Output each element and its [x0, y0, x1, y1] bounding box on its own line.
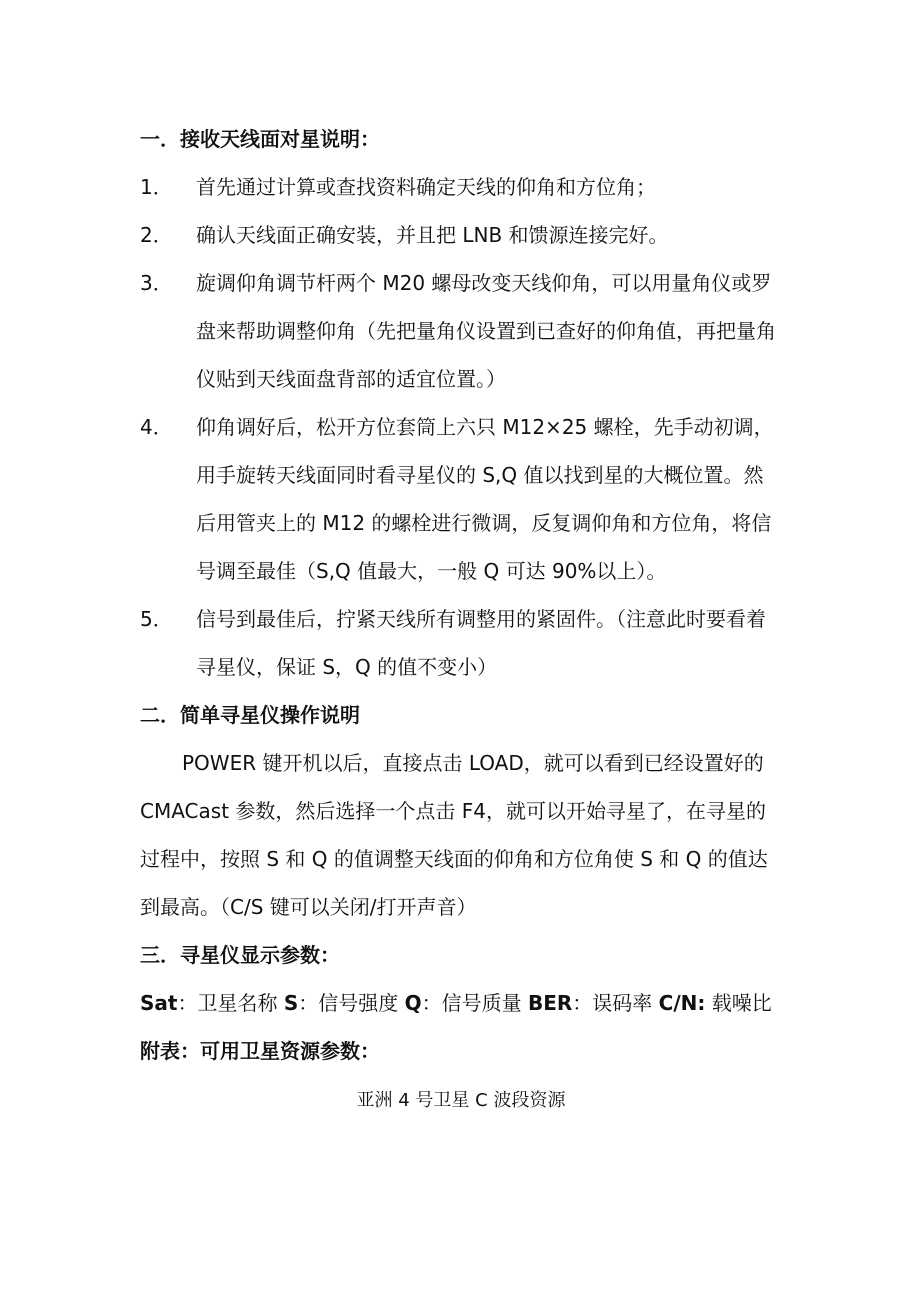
list-item-number: 5．	[140, 607, 173, 631]
table-caption: 亚洲 4 号卫星 C 波段资源	[356, 1090, 566, 1111]
list-item	[140, 211, 782, 259]
appendix-heading: 附表：可用卫星资源参数：	[140, 1039, 380, 1063]
section-3-heading: 三．寻星仪显示参数：	[140, 943, 340, 967]
param-desc: 载噪比	[705, 991, 772, 1015]
list-item-number: 4．	[140, 415, 173, 439]
param-key: S	[283, 991, 299, 1015]
section-2-paragraph: POWER 键开机以后，直接点击 LOAD，就可以看到已经设置好的 CMACast 参数，然后选择一个点击 F4，就可以开始寻星了，在寻星的过程中，按照 S 和 Q 的值调整天线面的仰角和方位角使 S 和 Q 的值达到最高。（C/S 键可以关闭/打开声音）	[140, 751, 768, 919]
list-item-text: 首先通过计算或查找资料确定天线的仰角和方位角；	[196, 175, 656, 199]
section-1-heading: 一．接收天线面对星说明：	[140, 127, 380, 151]
list-item	[140, 403, 782, 595]
display-params	[140, 979, 782, 1027]
list-item-text: 确认天线面正确安装，并且把 LNB 和馈源连接完好。	[196, 223, 669, 247]
list-item-number: 1．	[140, 175, 173, 199]
param-desc: ：误码率	[572, 991, 659, 1015]
list-item	[140, 595, 782, 691]
list-item-text: 仰角调好后，松开方位套筒上六只 M12×25 螺栓，先手动初调，用手旋转天线面同时看寻星仪的 S,Q 值以找到星的大概位置。然后用管夹上的 M12 的螺栓进行微调，反复调仰角和方位角，将信号调至最佳（S,Q 值最大，一般 Q 可达 90%以上）。	[196, 415, 774, 583]
list-item	[140, 163, 782, 211]
list-item-text: 信号到最佳后，拧紧天线所有调整用的紧固件。（注意此时要看着寻星仪，保证 S，Q 的值不变小）	[196, 607, 766, 679]
param-desc: ：卫星名称	[177, 991, 284, 1015]
list-item-number: 2．	[140, 223, 173, 247]
list-item-number: 3．	[140, 271, 173, 295]
param-key: Sat	[140, 991, 178, 1015]
section-2-heading: 二．简单寻星仪操作说明	[140, 703, 360, 727]
param-desc: ：信号强度	[298, 991, 405, 1015]
param-desc: ：信号质量	[421, 991, 528, 1015]
param-key: BER	[527, 991, 573, 1015]
param-key: Q	[404, 991, 422, 1015]
list-item	[140, 259, 782, 403]
list-item-text: 旋调仰角调节杆两个 M20 螺母改变天线仰角，可以用量角仪或罗盘来帮助调整仰角（先把量角仪设置到已查好的仰角值，再把量角仪贴到天线面盘背部的适宜位置。）	[196, 271, 776, 391]
param-key: C/N:	[658, 991, 706, 1015]
